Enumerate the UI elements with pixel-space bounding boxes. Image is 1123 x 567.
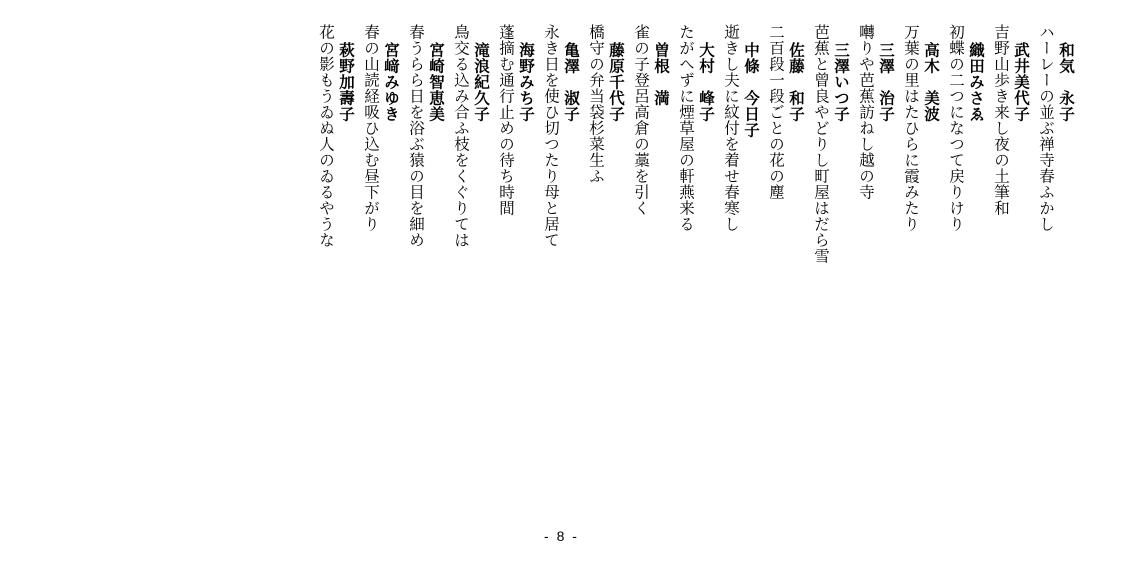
haiku-list: [315, 24, 1077, 324]
haiku-verse: 永き日を使ひ切つたり母と居て: [542, 24, 560, 248]
haiku-author: 宮﨑みゆき: [382, 42, 401, 122]
page-number: - 8 -: [544, 528, 579, 544]
haiku-verse: 二百段一段ごとの花の塵: [767, 24, 785, 200]
haiku-author: 高木 美波: [922, 42, 941, 122]
haiku-verse: 雀の子登呂高倉の藁を引く: [632, 24, 650, 216]
haiku-entry: [945, 24, 987, 324]
haiku-verse: 橋守の弁当袋杉菜生ふ: [587, 24, 605, 184]
haiku-verse: 花の影もうゐぬ人のゐるやうな: [317, 24, 335, 248]
haiku-entry: [810, 24, 852, 324]
haiku-author: 滝浪紀久子: [472, 42, 491, 122]
haiku-entry: [1035, 24, 1077, 324]
haiku-author: 佐藤 和子: [787, 42, 806, 122]
haiku-verse: 芭蕉と曾良やどりし町屋はだら雪: [812, 24, 830, 264]
haiku-author: 亀澤 淑子: [562, 42, 581, 122]
haiku-entry: [585, 24, 627, 324]
haiku-verse: 万葉の里はたひらに霞みたり: [902, 24, 920, 232]
haiku-entry: [540, 24, 582, 324]
haiku-verse: 鳥交る込み合ふ枝をくぐりては: [452, 24, 470, 248]
haiku-author: 藤原千代子: [607, 42, 626, 122]
haiku-verse: 春うらら日を浴ぶ猿の目を細め: [407, 24, 425, 248]
haiku-author: 海野みち子: [517, 42, 536, 122]
haiku-author: 三澤いつ子: [832, 42, 851, 122]
haiku-entry: [360, 24, 402, 324]
haiku-verse: 初蝶の二つになつて戻りけり: [947, 24, 965, 232]
haiku-entry: [855, 24, 897, 324]
haiku-entry: [720, 24, 762, 324]
haiku-verse: ハーレーの並ぶ禅寺春ふかし: [1037, 24, 1055, 232]
haiku-author: 曽根 満: [652, 42, 671, 106]
haiku-entry: [900, 24, 942, 324]
haiku-entry: [495, 24, 537, 324]
haiku-author: 織田みさゑ: [967, 42, 986, 122]
haiku-verse: たがへずに煙草屋の軒燕来る: [677, 24, 695, 232]
haiku-entry: [675, 24, 717, 324]
haiku-author: 武井美代子: [1012, 42, 1031, 122]
haiku-verse: 蓬摘む通行止めの待ち時間: [497, 24, 515, 216]
haiku-entry: [990, 24, 1032, 324]
haiku-verse: 春の山読経吸ひ込む昼下がり: [362, 24, 380, 232]
haiku-author: 和気 永子: [1057, 42, 1076, 122]
haiku-verse: 逝きし夫に紋付を着せ春寒し: [722, 24, 740, 232]
haiku-author: 三澤 治子: [877, 42, 896, 122]
haiku-verse: 囀りや芭蕉訪ねし越の寺: [857, 24, 875, 200]
haiku-entry: [405, 24, 447, 324]
haiku-author: 中條 今日子: [742, 42, 761, 138]
haiku-entry: [765, 24, 807, 324]
haiku-entry: [450, 24, 492, 324]
haiku-author: 萩野加壽子: [337, 42, 356, 122]
haiku-author: 宮崎智恵美: [427, 42, 446, 122]
haiku-entry: [315, 24, 357, 324]
haiku-verse: 吉野山歩き来し夜の土筆和: [992, 24, 1010, 216]
haiku-entry: [630, 24, 672, 324]
haiku-author: 大村 峰子: [697, 42, 716, 122]
